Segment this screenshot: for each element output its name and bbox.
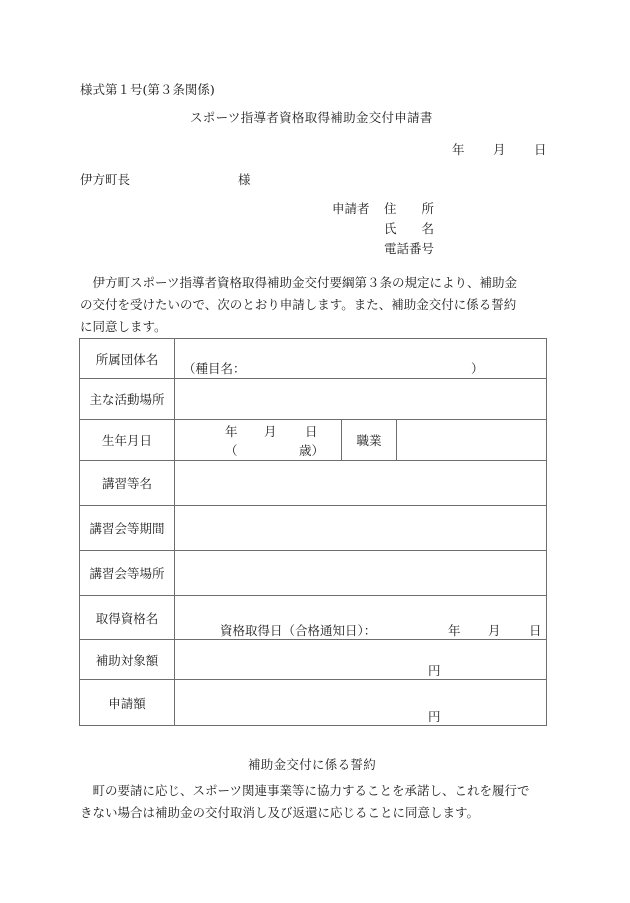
- org-field[interactable]: （種目名： ）: [175, 339, 547, 379]
- target-field[interactable]: 円: [175, 640, 547, 680]
- form-number: 様式第１号(第３条関係): [80, 82, 215, 97]
- row-course-name: [80, 461, 547, 506]
- period-field[interactable]: [175, 506, 547, 551]
- job-label: 職業: [342, 420, 397, 461]
- dob-label: 生年月日: [80, 420, 175, 461]
- row-activity-place: [80, 379, 547, 420]
- form-title: スポーツ指導者資格取得補助金交付申請書: [190, 110, 433, 125]
- course-field[interactable]: [175, 461, 547, 506]
- venue-label: 講習会等場所: [80, 551, 175, 596]
- pledge-heading: 補助金交付に係る誓約: [248, 757, 377, 772]
- period-label: 講習会等期間: [80, 506, 175, 551]
- qual-field[interactable]: 資格取得日（合格通知日）： 年 月 日: [175, 596, 547, 640]
- row-requested-amount: [80, 680, 547, 726]
- place-field[interactable]: [175, 379, 547, 420]
- job-field[interactable]: [397, 420, 547, 461]
- org-label: 所属団体名: [80, 339, 175, 379]
- application-table: [79, 338, 547, 726]
- row-qualification: [80, 596, 547, 640]
- row-course-venue: [80, 551, 547, 596]
- course-label: 講習等名: [80, 461, 175, 506]
- place-label: 主な活動場所: [80, 379, 175, 420]
- row-course-period: [80, 506, 547, 551]
- amount-label: 申請額: [80, 680, 175, 726]
- row-organization: [80, 339, 547, 379]
- target-label: 補助対象額: [80, 640, 175, 680]
- dob-field[interactable]: 年 月 日 （ 歳）: [175, 420, 342, 461]
- venue-field[interactable]: [175, 551, 547, 596]
- qual-label: 取得資格名: [80, 596, 175, 640]
- amount-field[interactable]: 円: [175, 680, 547, 726]
- row-target-amount: [80, 640, 547, 680]
- row-birthdate: [80, 420, 547, 461]
